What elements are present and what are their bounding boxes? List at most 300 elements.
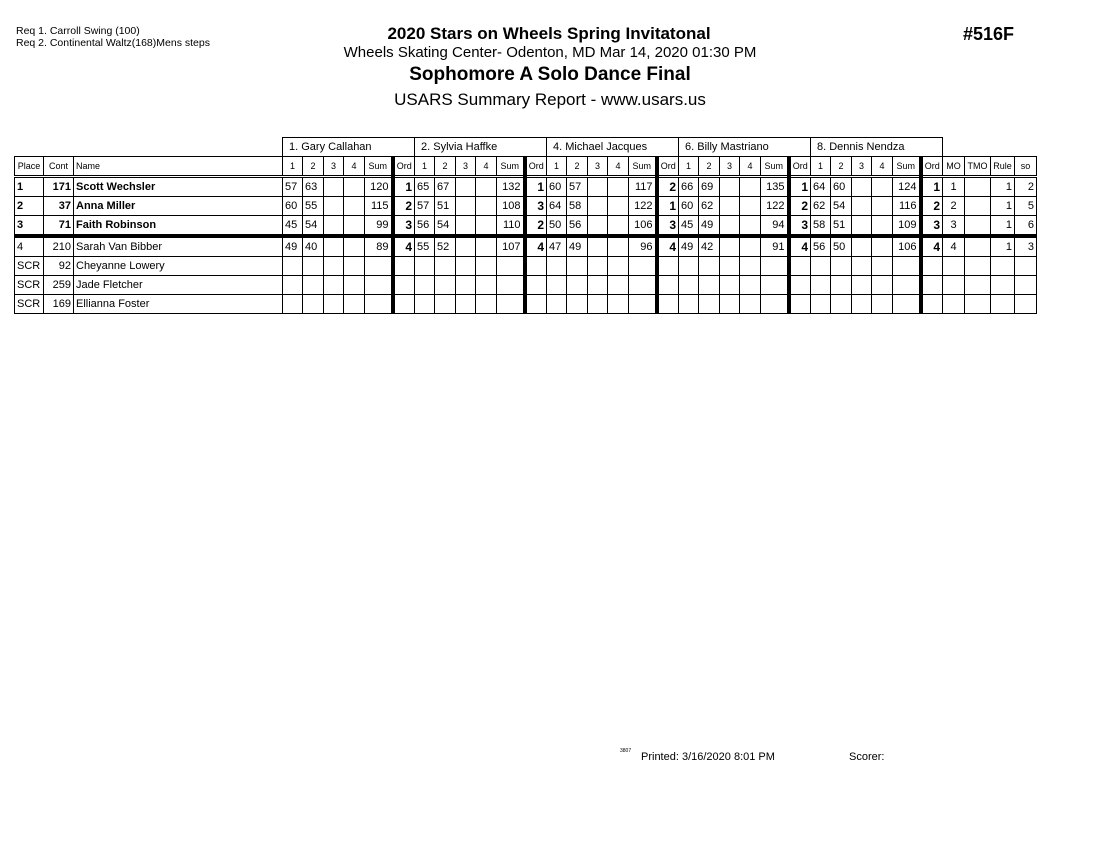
contestant-number: 169: [44, 295, 74, 314]
score-mark: [415, 295, 435, 314]
score-sum: [761, 295, 789, 314]
contestant-number: 171: [44, 177, 74, 197]
score-mark: [852, 276, 872, 295]
skater-name: Anna Miller: [74, 197, 283, 216]
score-mark: [567, 276, 588, 295]
ordinal: [393, 276, 415, 295]
score-mark: [720, 197, 740, 216]
score-mark: [456, 276, 476, 295]
score-mark: [740, 216, 761, 237]
score-mark: [588, 295, 608, 314]
table-row: [15, 276, 1037, 295]
score-mark: [324, 236, 344, 257]
score-mark: [811, 257, 831, 276]
score-mark: 67: [435, 177, 456, 197]
score-sum: [761, 257, 789, 276]
score-mark: [344, 197, 365, 216]
header-mark: 1: [283, 157, 303, 177]
score-sum: 132: [497, 177, 525, 197]
header-sum: Sum: [893, 157, 921, 177]
score-mark: [852, 236, 872, 257]
score-mark: [435, 295, 456, 314]
score-sum: 108: [497, 197, 525, 216]
tmo: [965, 177, 991, 197]
tmo: [965, 276, 991, 295]
score-mark: [324, 177, 344, 197]
score-sum: 117: [629, 177, 657, 197]
score-mark: [720, 236, 740, 257]
header-mark: 3: [720, 157, 740, 177]
score-mark: [344, 276, 365, 295]
score-sum: [365, 276, 393, 295]
score-mark: 45: [283, 216, 303, 237]
ordinal: 3: [921, 216, 943, 237]
contestant-number: 92: [44, 257, 74, 276]
so: 5: [1015, 197, 1037, 216]
so: [1015, 295, 1037, 314]
score-mark: [456, 197, 476, 216]
score-sum: 106: [893, 236, 921, 257]
score-mark: 62: [811, 197, 831, 216]
score-mark: [608, 216, 629, 237]
scorer-label: Scorer:: [849, 751, 885, 763]
ordinal: [789, 295, 811, 314]
table-row: [15, 295, 1037, 314]
score-mark: [344, 295, 365, 314]
ordinal: [525, 257, 547, 276]
header-mark: 2: [567, 157, 588, 177]
ordinal: 1: [393, 177, 415, 197]
contestant-number: 210: [44, 236, 74, 257]
score-mark: [699, 295, 720, 314]
contestant-number: 259: [44, 276, 74, 295]
judge-header-row: [15, 138, 1037, 157]
table-row: [15, 257, 1037, 276]
ordinal: 4: [393, 236, 415, 257]
mo: [943, 276, 965, 295]
score-mark: 55: [303, 197, 324, 216]
score-sum: 107: [497, 236, 525, 257]
score-mark: [608, 177, 629, 197]
score-mark: [831, 276, 852, 295]
score-mark: 49: [567, 236, 588, 257]
table-row: [15, 177, 1037, 197]
score-mark: 49: [699, 216, 720, 237]
score-sum: [497, 257, 525, 276]
ordinal: 4: [789, 236, 811, 257]
score-mark: 52: [435, 236, 456, 257]
header-mark: 4: [476, 157, 497, 177]
score-mark: 40: [303, 236, 324, 257]
score-mark: 42: [699, 236, 720, 257]
skater-name: Jade Fletcher: [74, 276, 283, 295]
score-mark: 49: [679, 236, 699, 257]
score-mark: [720, 257, 740, 276]
mo: 2: [943, 197, 965, 216]
ordinal: [525, 276, 547, 295]
place: 2: [15, 197, 44, 216]
score-mark: [872, 276, 893, 295]
mo: 3: [943, 216, 965, 237]
score-mark: [435, 257, 456, 276]
score-mark: [476, 177, 497, 197]
score-mark: [699, 257, 720, 276]
score-mark: [720, 177, 740, 197]
header-ord: Ord: [525, 157, 547, 177]
score-mark: 58: [811, 216, 831, 237]
score-mark: [283, 257, 303, 276]
rule: 1: [991, 177, 1015, 197]
place: SCR: [15, 276, 44, 295]
score-mark: [740, 236, 761, 257]
blank-cell: [15, 138, 283, 157]
header-sum: Sum: [761, 157, 789, 177]
header-ord: Ord: [921, 157, 943, 177]
score-mark: [588, 257, 608, 276]
header-mark: 1: [415, 157, 435, 177]
header-mark: 1: [811, 157, 831, 177]
header-mark: 2: [435, 157, 456, 177]
tmo: [965, 236, 991, 257]
tmo: [965, 197, 991, 216]
score-mark: 69: [699, 177, 720, 197]
judge-name: 4. Michael Jacques: [547, 138, 679, 157]
score-mark: 47: [547, 236, 567, 257]
score-mark: 50: [831, 236, 852, 257]
ordinal: [657, 257, 679, 276]
score-mark: 60: [283, 197, 303, 216]
judge-name: 6. Billy Mastriano: [679, 138, 811, 157]
venue-date: Wheels Skating Center- Odenton, MD Mar 14, 2020 01:30 PM: [343, 44, 757, 61]
ordinal: [921, 257, 943, 276]
header-ord: Ord: [657, 157, 679, 177]
ordinal: [789, 276, 811, 295]
header-name: Name: [74, 157, 283, 177]
score-mark: [720, 216, 740, 237]
header-mark: 3: [852, 157, 872, 177]
score-mark: [456, 177, 476, 197]
header-rule: Rule: [991, 157, 1015, 177]
score-mark: [324, 257, 344, 276]
score-mark: [324, 216, 344, 237]
score-mark: [588, 276, 608, 295]
score-mark: [547, 295, 567, 314]
competition-title: 2020 Stars on Wheels Spring Invitatonal: [387, 24, 711, 43]
score-mark: 66: [679, 177, 699, 197]
ordinal: [657, 295, 679, 314]
place: SCR: [15, 257, 44, 276]
mo: 4: [943, 236, 965, 257]
score-sum: 135: [761, 177, 789, 197]
score-mark: [872, 236, 893, 257]
score-mark: [608, 295, 629, 314]
header-mo: MO: [943, 157, 965, 177]
ordinal: 3: [789, 216, 811, 237]
score-mark: 60: [547, 177, 567, 197]
event-number: #516F: [963, 24, 1015, 44]
ordinal: 1: [525, 177, 547, 197]
score-sum: 124: [893, 177, 921, 197]
score-sum: [893, 257, 921, 276]
score-mark: [588, 216, 608, 237]
header-ord: Ord: [789, 157, 811, 177]
rule: 1: [991, 197, 1015, 216]
score-mark: [740, 197, 761, 216]
score-mark: [872, 197, 893, 216]
score-sum: 106: [629, 216, 657, 237]
score-mark: 56: [811, 236, 831, 257]
score-mark: 49: [283, 236, 303, 257]
header-ord: Ord: [393, 157, 415, 177]
score-mark: [344, 216, 365, 237]
score-mark: 58: [567, 197, 588, 216]
score-mark: [740, 276, 761, 295]
score-mark: [679, 276, 699, 295]
score-mark: [679, 295, 699, 314]
results-table: [14, 137, 1037, 314]
rule: [991, 276, 1015, 295]
header-mark: 1: [679, 157, 699, 177]
score-sum: 99: [365, 216, 393, 237]
score-mark: 62: [699, 197, 720, 216]
mo: [943, 257, 965, 276]
tmo: [965, 216, 991, 237]
score-mark: [852, 216, 872, 237]
header-mark: 3: [588, 157, 608, 177]
rule: [991, 295, 1015, 314]
ordinal: [657, 276, 679, 295]
score-sum: 122: [629, 197, 657, 216]
score-mark: [547, 276, 567, 295]
blank-cell: [943, 138, 1037, 157]
score-mark: [608, 276, 629, 295]
mo: [943, 295, 965, 314]
header-mark: 4: [740, 157, 761, 177]
header-mark: 3: [324, 157, 344, 177]
ordinal: 1: [789, 177, 811, 197]
header-mark: 2: [303, 157, 324, 177]
score-mark: [476, 197, 497, 216]
score-sum: [761, 276, 789, 295]
score-mark: [872, 295, 893, 314]
score-mark: [344, 257, 365, 276]
score-mark: [283, 276, 303, 295]
ordinal: 1: [921, 177, 943, 197]
score-mark: [476, 295, 497, 314]
so: [1015, 257, 1037, 276]
score-sum: 89: [365, 236, 393, 257]
score-mark: [547, 257, 567, 276]
score-mark: [303, 276, 324, 295]
score-mark: 54: [303, 216, 324, 237]
score-sum: 109: [893, 216, 921, 237]
score-mark: [872, 257, 893, 276]
score-mark: [872, 216, 893, 237]
score-mark: [324, 276, 344, 295]
score-mark: [344, 177, 365, 197]
table-row: [15, 236, 1037, 257]
place: SCR: [15, 295, 44, 314]
score-sum: 116: [893, 197, 921, 216]
rule: 1: [991, 236, 1015, 257]
tmo: [965, 257, 991, 276]
score-mark: [811, 295, 831, 314]
score-mark: 57: [415, 197, 435, 216]
score-mark: [476, 236, 497, 257]
score-mark: 56: [567, 216, 588, 237]
ordinal: 3: [525, 197, 547, 216]
score-mark: [608, 236, 629, 257]
header-sum: Sum: [497, 157, 525, 177]
score-mark: 60: [831, 177, 852, 197]
mo: 1: [943, 177, 965, 197]
score-mark: [303, 295, 324, 314]
printed-timestamp: Printed: 3/16/2020 8:01 PM: [641, 751, 775, 763]
score-mark: [456, 236, 476, 257]
score-mark: [831, 257, 852, 276]
ordinal: [393, 257, 415, 276]
score-mark: 55: [415, 236, 435, 257]
score-mark: 50: [547, 216, 567, 237]
header-cont: Cont: [44, 157, 74, 177]
score-mark: [588, 197, 608, 216]
score-mark: [852, 197, 872, 216]
header-so: so: [1015, 157, 1037, 177]
header-place: Place: [15, 157, 44, 177]
score-mark: 65: [415, 177, 435, 197]
score-mark: [456, 216, 476, 237]
ordinal: 4: [525, 236, 547, 257]
score-mark: 54: [831, 197, 852, 216]
header-sum: Sum: [629, 157, 657, 177]
score-mark: [476, 257, 497, 276]
so: 6: [1015, 216, 1037, 237]
ordinal: 3: [657, 216, 679, 237]
contestant-number: 37: [44, 197, 74, 216]
score-sum: 91: [761, 236, 789, 257]
ordinal: 4: [657, 236, 679, 257]
score-mark: [740, 257, 761, 276]
so: 2: [1015, 177, 1037, 197]
skater-name: Scott Wechsler: [74, 177, 283, 197]
ordinal: [525, 295, 547, 314]
header-mark: 4: [608, 157, 629, 177]
score-mark: [476, 276, 497, 295]
score-sum: [893, 295, 921, 314]
header-mark: 2: [699, 157, 720, 177]
header-mark: 3: [456, 157, 476, 177]
ordinal: 2: [921, 197, 943, 216]
score-sum: [365, 257, 393, 276]
score-sum: 115: [365, 197, 393, 216]
header-tmo: TMO: [965, 157, 991, 177]
score-mark: [456, 295, 476, 314]
so: 3: [1015, 236, 1037, 257]
skater-name: Cheyanne Lowery: [74, 257, 283, 276]
score-mark: [324, 295, 344, 314]
score-mark: [608, 257, 629, 276]
score-sum: [497, 276, 525, 295]
place: 4: [15, 236, 44, 257]
ordinal: 3: [393, 216, 415, 237]
skater-name: Ellianna Foster: [74, 295, 283, 314]
place: 1: [15, 177, 44, 197]
so: [1015, 276, 1037, 295]
ordinal: 4: [921, 236, 943, 257]
score-mark: 60: [679, 197, 699, 216]
header-sum: Sum: [365, 157, 393, 177]
score-sum: [629, 257, 657, 276]
rule: [991, 257, 1015, 276]
header-mark: 4: [344, 157, 365, 177]
score-mark: 51: [435, 197, 456, 216]
score-mark: 64: [811, 177, 831, 197]
score-sum: 96: [629, 236, 657, 257]
score-mark: [679, 257, 699, 276]
score-sum: 110: [497, 216, 525, 237]
score-mark: [324, 197, 344, 216]
score-mark: [588, 177, 608, 197]
header-mark: 2: [831, 157, 852, 177]
score-mark: [852, 257, 872, 276]
header-mark: 1: [547, 157, 567, 177]
ordinal: [789, 257, 811, 276]
score-mark: 56: [415, 216, 435, 237]
judge-name: 1. Gary Callahan: [283, 138, 415, 157]
score-sum: [893, 276, 921, 295]
event-title: Sophomore A Solo Dance Final: [409, 64, 691, 85]
score-mark: [831, 295, 852, 314]
score-mark: [720, 276, 740, 295]
requirement-1: Req 1. Carroll Swing (100): [16, 25, 140, 37]
header-mark: 4: [872, 157, 893, 177]
score-mark: [608, 197, 629, 216]
score-mark: 64: [547, 197, 567, 216]
score-mark: 45: [679, 216, 699, 237]
table-row: [15, 216, 1037, 237]
score-mark: 57: [283, 177, 303, 197]
score-mark: [720, 295, 740, 314]
score-mark: [456, 257, 476, 276]
score-mark: [415, 276, 435, 295]
ordinal: [921, 276, 943, 295]
report-code: 3807: [620, 748, 632, 754]
score-mark: [415, 257, 435, 276]
score-sum: [629, 295, 657, 314]
score-sum: [497, 295, 525, 314]
column-header-row: [15, 157, 1037, 177]
rule: 1: [991, 216, 1015, 237]
score-mark: [852, 177, 872, 197]
score-mark: [283, 295, 303, 314]
table-row: [15, 197, 1037, 216]
score-sum: [629, 276, 657, 295]
score-mark: [740, 177, 761, 197]
score-mark: [811, 276, 831, 295]
score-mark: 57: [567, 177, 588, 197]
score-mark: 51: [831, 216, 852, 237]
score-mark: 63: [303, 177, 324, 197]
ordinal: [921, 295, 943, 314]
tmo: [965, 295, 991, 314]
score-mark: [435, 276, 456, 295]
ordinal: 2: [789, 197, 811, 216]
score-mark: [567, 257, 588, 276]
score-sum: 122: [761, 197, 789, 216]
score-mark: [699, 276, 720, 295]
place: 3: [15, 216, 44, 237]
ordinal: 2: [393, 197, 415, 216]
